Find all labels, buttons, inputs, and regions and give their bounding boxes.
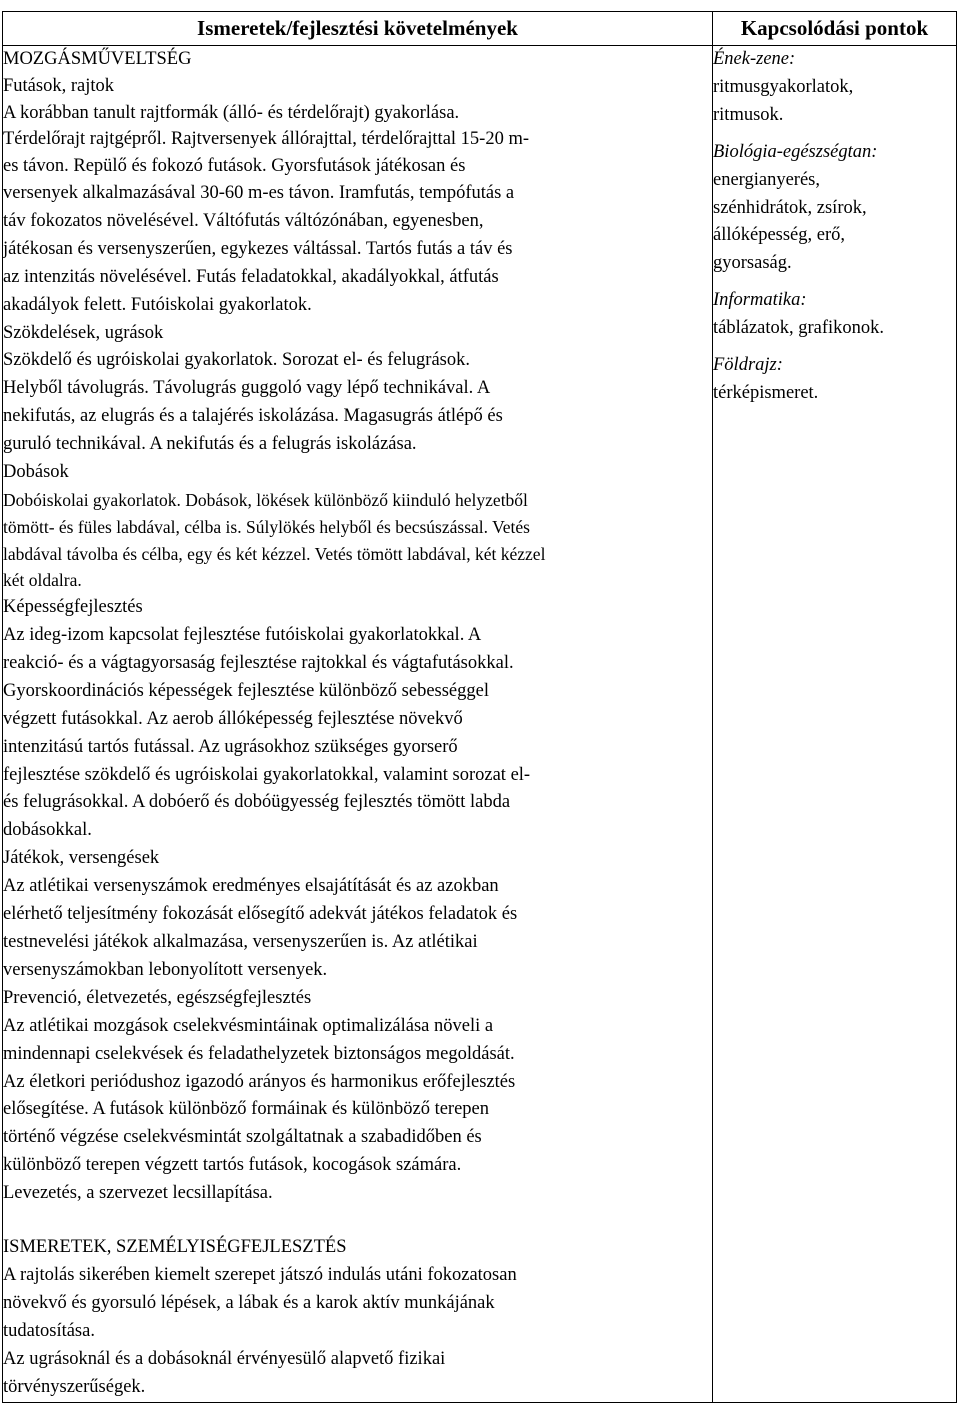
spacer <box>3 1208 712 1234</box>
text-line: növekvő és gyorsuló lépések, a lábak és a karok aktív munkájának <box>3 1292 495 1313</box>
header-row <box>3 12 957 46</box>
header-connections: Kapcsolódási pontok <box>713 12 957 46</box>
connection-subject: Földrajz: <box>713 355 783 376</box>
connection-topic: ritmusok. <box>713 104 784 125</box>
connection-block <box>713 139 956 279</box>
connection-subject: Informatika: <box>713 290 807 311</box>
text-line: végzett futásokkal. Az aerob állóképesség fejlesztése növekvő <box>3 708 463 729</box>
connection-block <box>713 46 956 130</box>
text-line: A korábban tanult rajtformák (álló- és térdelőrajt) gyakorlása. <box>3 102 460 123</box>
text-line: és felugrásokkal. A dobóerő és dobóügyesség fejlesztés tömött labda <box>3 792 511 813</box>
connections-cell <box>713 46 957 1403</box>
text-line: törvényszerűségek. <box>3 1376 146 1397</box>
text-line: Szökdelő és ugróiskolai gyakorlatok. Sorozat el- és felugrások. <box>3 350 471 371</box>
connection-topic: szénhidrátok, zsírok, <box>713 197 867 218</box>
connection-subject: Ének-zene: <box>713 49 796 69</box>
text-line: mindennapi cselekvések és feladathelyzetek biztonságos megoldását. <box>3 1043 515 1064</box>
content-row <box>3 46 957 1403</box>
text-line: Az életkori periódushoz igazodó arányos és harmonikus erőfejlesztés <box>3 1071 516 1092</box>
text-line: labdával távolba és célba, egy és két kézzel. Vetés tömött labdával, két kézzel <box>3 543 546 564</box>
text-line: Prevenció, életvezetés, egészségfejlesztés <box>3 987 312 1008</box>
text-line: akadályok felett. Futóiskolai gyakorlatok. <box>3 294 312 315</box>
text-line: guruló technikával. A nekifutás és a felugrás iskolázása. <box>3 434 417 455</box>
text-line: A rajtolás sikerében kiemelt szerepet játszó indulás utáni fokozatosan <box>3 1264 517 1285</box>
text-line: Futások, rajtok <box>3 75 114 96</box>
text-line: Az ideg-izom kapcsolat fejlesztése futóiskolai gyakorlatokkal. A <box>3 625 482 646</box>
connection-topic: állóképesség, erő, <box>713 225 846 246</box>
text-line: tudatosítása. <box>3 1320 95 1341</box>
text-line: Az ugrásoknál és a dobásoknál érvényesülő alapvető fizikai <box>3 1348 446 1369</box>
connection-topic: táblázatok, grafikonok. <box>713 318 885 339</box>
text-line: elérhető teljesítmény fokozását elősegítő adekvát játékos feladatok és <box>3 904 518 925</box>
text-line: Dobóiskolai gyakorlatok. Dobások, lökések különböző kiinduló helyzetből <box>3 489 528 510</box>
text-line: Képességfejlesztés <box>3 597 143 618</box>
connection-topic: gyorsaság. <box>713 253 792 274</box>
text-line: fejlesztése szökdelő és ugróiskolai gyakorlatokkal, valamint sorozat el- <box>3 764 531 785</box>
connection-topic: energianyerés, <box>713 169 821 190</box>
text-line: történő végzése cselekvésmintát szolgáltatnak a szabadidőben és <box>3 1127 482 1148</box>
text-line: Gyorskoordinációs képességek fejlesztése különböző sebességgel <box>3 680 489 701</box>
text-line: Játékok, versengések <box>3 848 160 869</box>
text-line: nekifutás, az elugrás és a talajérés iskolázása. Magasugrás átlépő és <box>3 406 503 427</box>
text-line: különböző terepen végzett tartós futások, kocogások számára. <box>3 1155 462 1176</box>
connections-list <box>713 46 956 408</box>
text-line: reakció- és a vágtagyorsaság fejlesztése rajtokkal és vágtafutásokkal. <box>3 652 514 673</box>
connection-subject: Biológia-egészségtan: <box>713 141 878 162</box>
text-line: tömött- és füles labdával, célba is. Súlylökés helyből és becsúszással. Vetés <box>3 516 530 537</box>
text-line: Dobások <box>3 462 69 483</box>
text-line: MOZGÁSMŰVELTSÉG <box>3 49 192 69</box>
text-line: Az atlétikai versenyszámok eredményes elsajátítását és az azokban <box>3 876 499 897</box>
connection-block <box>713 287 956 343</box>
text-line: versenyszámokban lebonyolított versenyek. <box>3 959 328 980</box>
connection-topic: ritmusgyakorlatok, <box>713 76 854 97</box>
text-line: táv fokozatos növelésével. Váltófutás váltózónában, egyenesben, <box>3 210 484 231</box>
text-line: Az atlétikai mozgások cselekvésmintáinak optimalizálása növeli a <box>3 1015 494 1036</box>
requirements-text <box>3 46 712 1402</box>
text-line: intenzitású tartós futással. Az ugrásokhoz szükséges gyorserő <box>3 736 458 757</box>
text-line: két oldalra. <box>3 570 82 591</box>
text-line: Szökdelések, ugrások <box>3 322 164 343</box>
text-line: elősegítése. A futások különböző formáinak és különböző terepen <box>3 1099 490 1120</box>
text-line: testnevelési játékok alkalmazása, versenyszerűen is. Az atlétikai <box>3 932 478 953</box>
curriculum-table <box>2 11 957 1403</box>
text-line: Levezetés, a szervezet lecsillapítása. <box>3 1183 273 1204</box>
text-line: dobásokkal. <box>3 820 92 841</box>
text-line: versenyek alkalmazásával 30-60 m-es távon. Iramfutás, tempófutás a <box>3 182 515 203</box>
text-line: Térdelőrajt rajtgépről. Rajtversenyek állórajttal, térdelőrajttal 15-20 m- <box>3 129 530 150</box>
text-line: Helyből távolugrás. Távolugrás guggoló vagy lépő technikával. A <box>3 378 491 399</box>
header-requirements: Ismeretek/fejlesztési követelmények <box>3 12 713 46</box>
text-line: az intenzitás növelésével. Futás feladatokkal, akadályokkal, átfutás <box>3 266 499 287</box>
text-line: játékosan és versenyszerűen, egykezes váltással. Tartós futás a táv és <box>3 238 513 259</box>
text-line: ISMERETEK, SZEMÉLYISÉGFEJLESZTÉS <box>3 1237 347 1258</box>
requirements-cell <box>3 46 713 1403</box>
connection-block <box>713 352 956 408</box>
text-line: es távon. Repülő és fokozó futások. Gyorsfutások játékosan és <box>3 156 466 177</box>
connection-topic: térképismeret. <box>713 382 819 403</box>
